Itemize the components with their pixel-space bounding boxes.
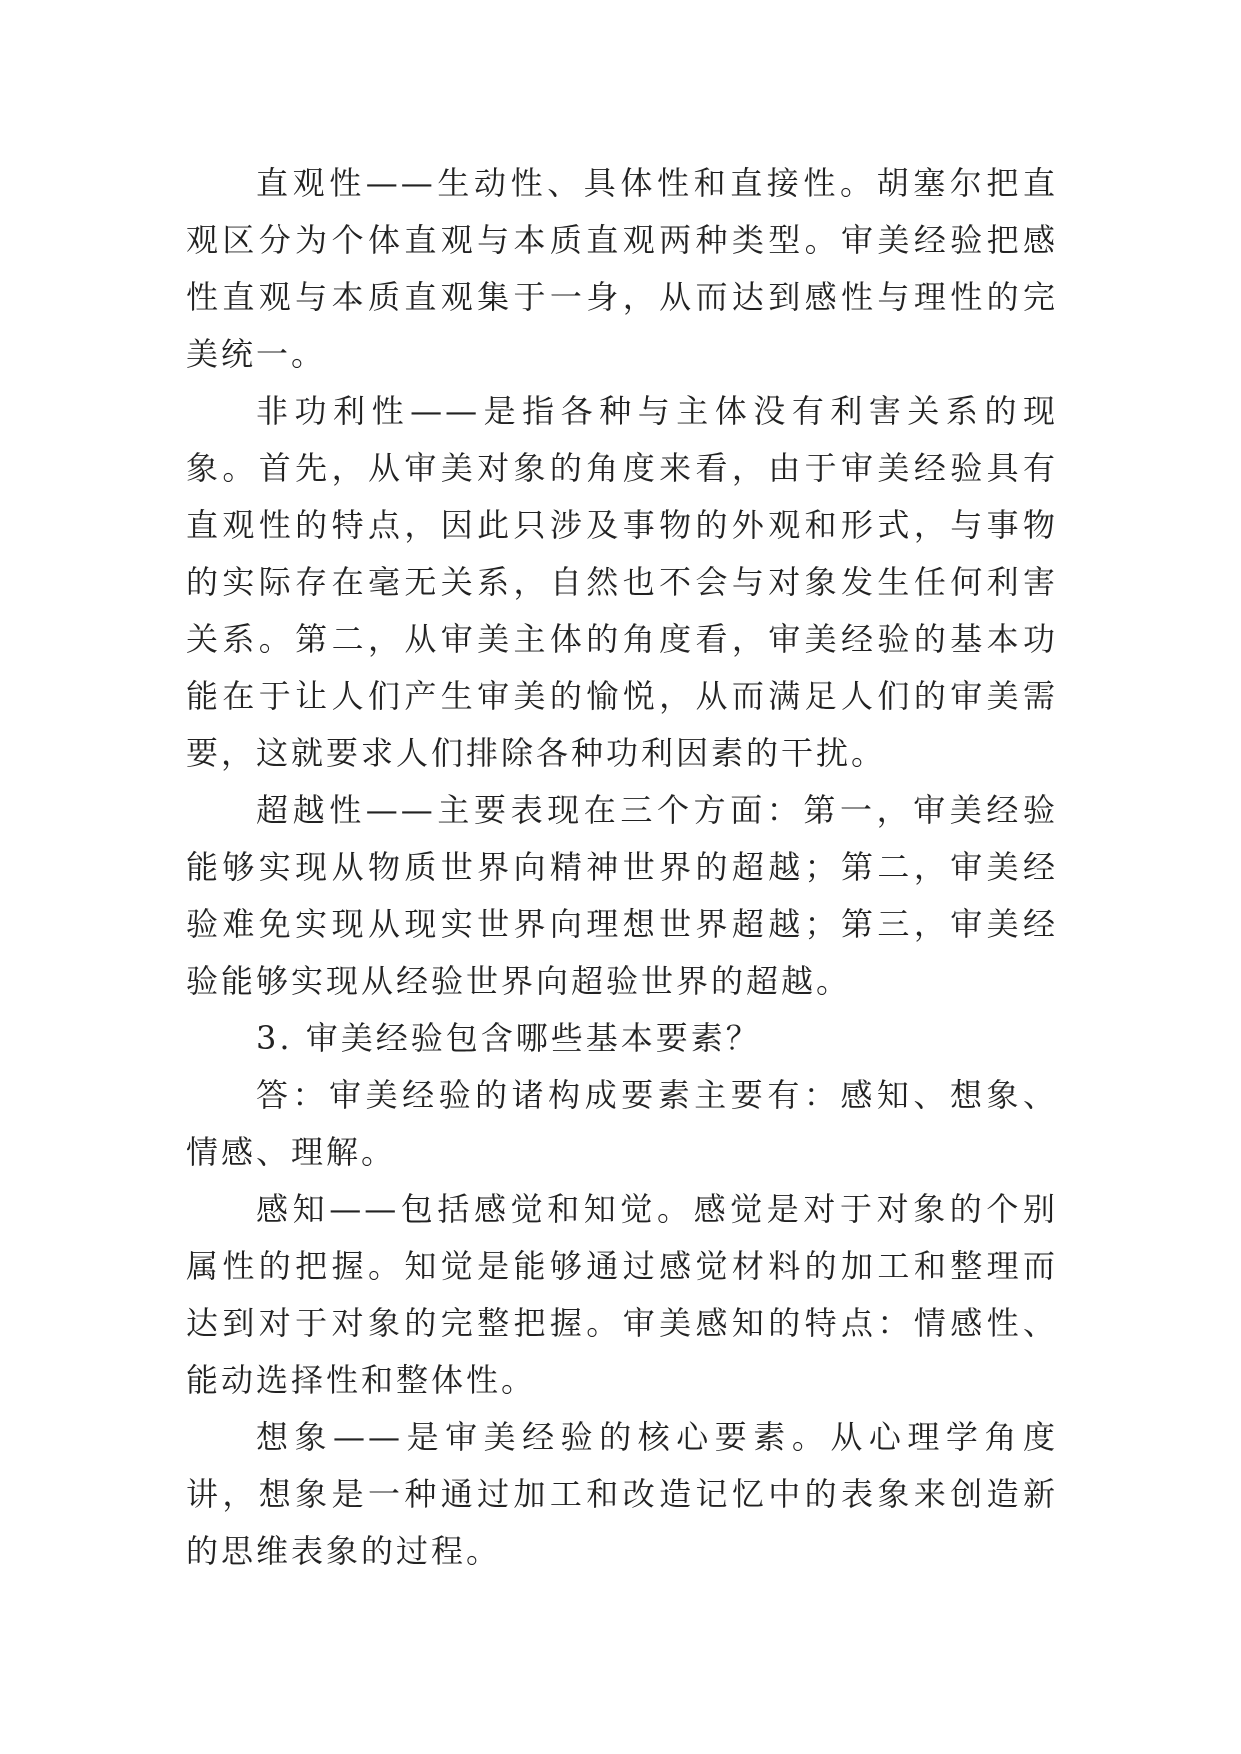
- paragraph-non-utilitarian: 非功利性——是指各种与主体没有利害关系的现象。首先，从审美对象的角度来看，由于审美经验具有直观性的特点，因此只涉及事物的外观和形式，与事物的实际存在毫无关系，自然也不会与对象发生任何利害关系。第二，从审美主体的角度看，审美经验的基本功能在于让人们产生审美的愉悦，从而满足人们的审美需要，这就要求人们排除各种功利因素的干扰。: [186, 392, 1058, 772]
- paragraph-imagination: 想象——是审美经验的核心要素。从心理学角度讲，想象是一种通过加工和改造记忆中的表象来创造新的思维表象的过程。: [186, 1418, 1058, 1570]
- paragraph-perception: 感知——包括感觉和知觉。感觉是对于对象的个别属性的把握。知觉是能够通过感觉材料的加工和整理而达到对于对象的完整把握。审美感知的特点：情感性、能动选择性和整体性。: [186, 1190, 1058, 1399]
- paragraph-answer: 答：审美经验的诸构成要素主要有：感知、想象、情感、理解。: [186, 1076, 1058, 1171]
- document-body: [186, 155, 1058, 1580]
- paragraph-intuitiveness: 直观性——生动性、具体性和直接性。胡塞尔把直观区分为个体直观与本质直观两种类型。审美经验把感性直观与本质直观集于一身，从而达到感性与理性的完美统一。: [186, 164, 1058, 373]
- paragraph-transcendence: 超越性——主要表现在三个方面：第一，审美经验能够实现从物质世界向精神世界的超越；第二，审美经验难免实现从现实世界向理想世界超越；第三，审美经验能够实现从经验世界向超验世界的超越。: [186, 791, 1058, 1000]
- question-heading: 3. 审美经验包含哪些基本要素？: [256, 1019, 761, 1057]
